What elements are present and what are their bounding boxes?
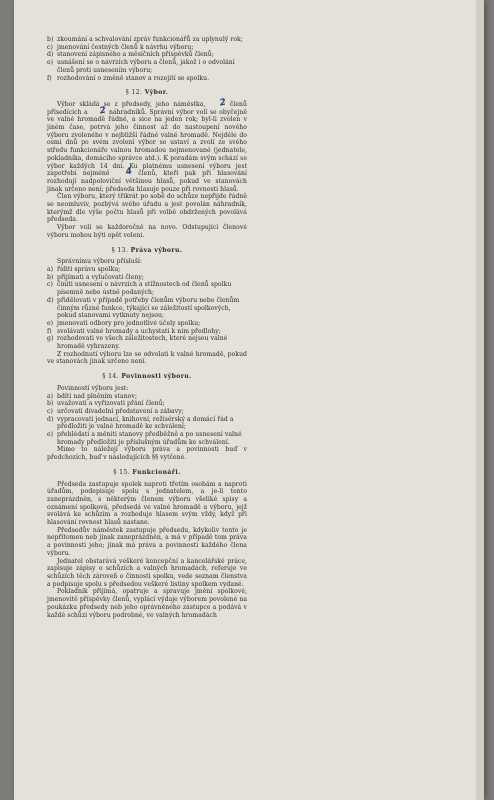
paragraph: Povinností výboru jest: bbox=[57, 384, 129, 392]
paragraph: Pokladník přijímá, opatruje a spravuje jmění spolkové, jmenovitě příspěvky členů, vyplácí výdaje výborem povolené na poukázku předsedy neb jeho oprávněného zástupce a podává v každé schůzi výboru podrobné, ve valných hromadách bbox=[47, 588, 247, 619]
list-item: c) činiti usnesení o návrzích a stížnostech od členů spolku písemně nebo ústně podaných; bbox=[47, 281, 232, 297]
list-s13 bbox=[47, 266, 247, 351]
paragraph: Výbor skládá se z předsedy, jeho náměstka, 2 členů přísedících a 2 náhradníků. Správní výbor volí se obyčejně ve valné hromadě řádné, a sice na jeden rok; byl-li zvolen v jiném čase, potrvá jeho činnost až do nastoupení nového výboru zvoleného v nejbližší řádné valné hromadě. Nejdéle do osmi dnů po svém zvolení výbor se ustaví a zvolí ze svého středu funkcionáře valnou hromadou nejmenované (jednatele, pokladníka, domácího správce atd.). K poradám svým schází se výbor každých 14 dní. Ku platnému usnesení výboru jest zapotřebí nejméně 4 členů, kteří pak při hlasování rozhodují nadpoloviční většinou hlasů, pokud ve stanovách jinak určeno není; předseda hlasuje pouze při rovnosti hlasů. bbox=[47, 97, 247, 193]
list-top bbox=[47, 36, 247, 82]
section-heading-15: § 15. Funkcionáři. bbox=[113, 468, 181, 476]
list-item: d) přidělovati v případě potřeby členům výboru nebo členům činným různé funkce, týkající se záležitostí spolkových, pokud stanovami vytknuty nejsou; bbox=[47, 296, 240, 320]
list-item: a) bdíti nad plněním stanov; bbox=[47, 392, 137, 400]
handwritten-number: 2 bbox=[218, 97, 227, 109]
section-heading-13: § 13. Práva výboru. bbox=[111, 246, 183, 254]
document-page bbox=[14, 0, 484, 800]
list-item: c) určovati divadelní představení a zábavy; bbox=[47, 407, 184, 415]
list-item: b) přijímati a vylučovati členy; bbox=[47, 273, 145, 281]
handwritten-number: 4 bbox=[124, 166, 133, 178]
list-item: e) přehlédati a měniti stanovy předběžně a po usnesení valné hromady předložiti je příslušným úřadům ke schválení. bbox=[47, 431, 242, 446]
paragraph: Předseda zastupuje spolek naproti třetím osobám a naproti úřadům, podepisuje spolu s jednatelem, a je-li tento zaneprázdněn, s některým členem výboru všeliké spisy a oznámení spolková, předsedá ve valné hromadě a výboru, jejž svolává ke schůzím a rozhoduje hlasem svým vždy, když při hlasování rovnost hlasů nastane. bbox=[47, 480, 247, 527]
paragraph: Z rozhodnutí výboru lze se odvolati k valné hromadě, pokud ve stanovách jinak určeno není. bbox=[47, 350, 247, 366]
section-heading-12: § 12. Výbor. bbox=[125, 89, 169, 97]
document-text bbox=[47, 36, 247, 619]
section-heading-14: § 14. Povinnosti výboru. bbox=[102, 373, 192, 381]
handwritten-number: 2 bbox=[98, 105, 108, 117]
page-edge bbox=[476, 0, 484, 800]
list-item: b) uvažovati a vyřizovati přání členů; bbox=[47, 400, 165, 408]
paragraph: Člen výboru, který třikrát po sobě do schůze nepřijde řádně se neomluviv, pozbývá svého úřadu a jest povolán náhradník, kterýmž dle výše počtu hlasů při volbě obdržených povolává předseda. bbox=[47, 193, 247, 224]
paragraph: Správnímu výboru přísluší: bbox=[57, 258, 142, 266]
list-item: c) jmenování čestných členů k návrhu výboru; bbox=[47, 43, 194, 51]
paragraph: Mimo to náležejí výboru práva a povinnosti buď v předchozích, buď v následujících §§ vytčené. bbox=[47, 446, 247, 462]
list-item: g) rozhodovati ve všech záležitostech, které nejsou valné hromadě vyhrazeny. bbox=[47, 335, 228, 351]
list-s14 bbox=[47, 393, 247, 447]
paragraph: Výbor volí se každoročně na novo. Odstupující členové výboru mohou býti opět voleni. bbox=[47, 224, 247, 239]
list-item: f) svolávati valné hromady a uchystati k nim předlohy; bbox=[47, 327, 221, 335]
list-item: a) říditi správu spolku; bbox=[47, 265, 121, 273]
paragraph: Předsedův náměstek zastupuje předsedu, kdykoliv tento je nepřítomen neb jinak zaneprázdněn, a má v případě tom práva a povinnosti jeho; jinak má práva a povinnosti každého člena výboru. bbox=[47, 526, 247, 557]
paragraph: Jednatel obstarává veškeré koncepční a kancelářské práce, zapisuje zápisy o schůzích a valných hromadách, referuje ve schůzích těch zároveň o činnosti spolku, vede seznam členstva a podpisuje spolu s předsedou veškeré listiny spolkem vydané. bbox=[47, 557, 247, 588]
list-item: d) vypracovati jednací, knihovní, režisérský a domácí řád a předložiti je valné hromadě ke schválení; bbox=[47, 415, 234, 431]
list-item: e) usnášení se o návrzích výboru a členů, jakož i o odvolání členů proti usnesením výboru; bbox=[47, 59, 235, 74]
list-item: e) jmenovati odbory pro jednotlivé účely spolku; bbox=[47, 319, 201, 327]
list-item: f) rozhodování o změně stanov a rozejití se spolku. bbox=[47, 74, 210, 82]
list-item: b) zkoumání a schvalování zpráv funkcionářů za uplynulý rok; bbox=[47, 36, 243, 43]
list-item: d) stanovení zápisného a měsíčních příspěvků členů; bbox=[47, 51, 214, 59]
